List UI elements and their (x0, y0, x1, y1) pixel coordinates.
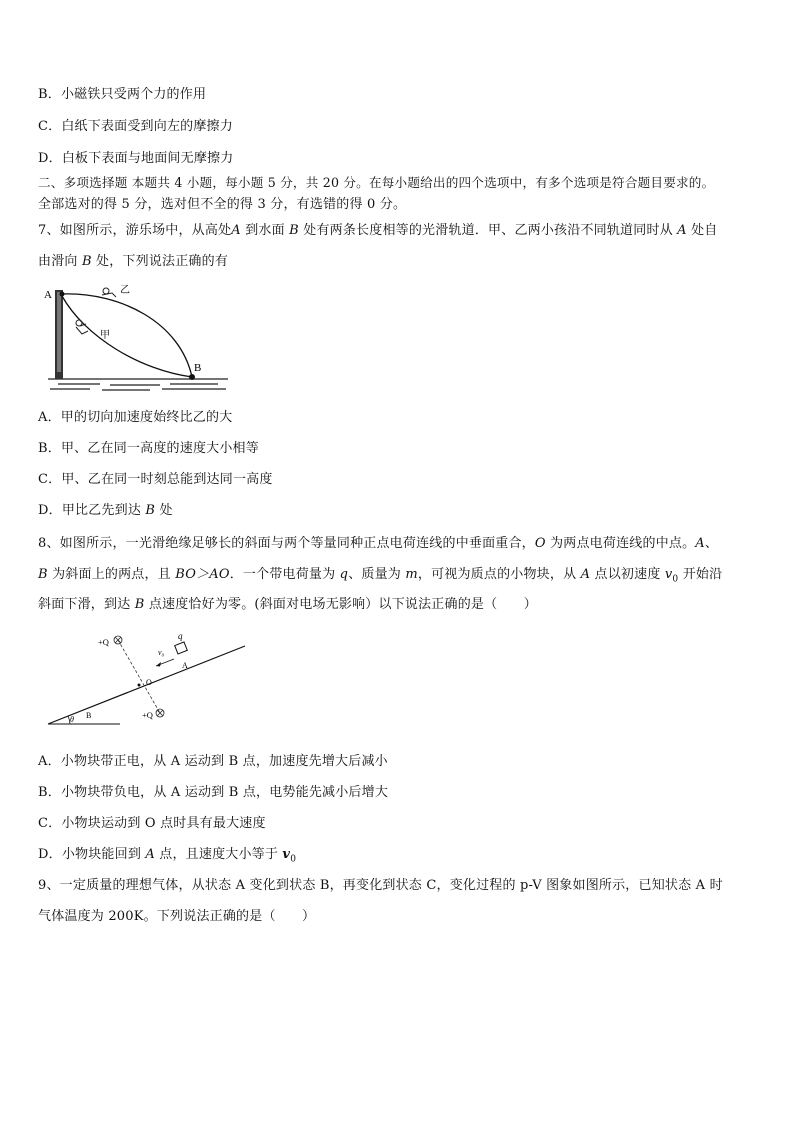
label-theta: θ (70, 715, 74, 724)
q9-stem-line1: 9、一定质量的理想气体，从状态 A 变化到状态 B，再变化到状态 C，变化过程的 p-V 图象如图所示，已知状态 A 时 (38, 878, 723, 893)
q8-stem-line3: 斜面下滑，到达 B 点速度恰好为零。(斜面对电场无影响）以下说法正确的是（ ） (38, 597, 537, 612)
q9-stem-line2: 气体温度为 200K。下列说法正确的是（ ） (38, 909, 316, 924)
charge-bottom-icon (156, 709, 164, 717)
label-plus-q-top: +Q (98, 637, 109, 647)
label-a: A (44, 289, 52, 301)
point-b (189, 374, 195, 380)
charge-top-icon (114, 636, 122, 644)
point-o (138, 684, 141, 687)
q7-stem-line1: 7、如图所示，游乐场中，从高处A 到水面 B 处有两条长度相等的光滑轨道．甲、乙两小孩沿不同轨道同时从 A 处自 (38, 223, 718, 238)
label-q: q (178, 631, 183, 641)
point-a (60, 292, 65, 297)
q8-option-a: A．小物块带正电，从 A 运动到 B 点，加速度先增大后减小 (38, 754, 388, 769)
track-yi (62, 294, 192, 377)
q6-option-b: B．小磁铁只受两个力的作用 (38, 87, 207, 102)
label-a: A (182, 661, 188, 670)
label-jia: 甲 (100, 330, 110, 341)
label-b: B (194, 362, 202, 374)
q7-option-b: B．甲、乙在同一高度的速度大小相等 (38, 441, 259, 456)
q6-option-d: D．白板下表面与地面间无摩擦力 (38, 151, 234, 166)
label-v0: v₀ (158, 648, 165, 657)
section2-instructions-line1: 二、多项选择题 本题共 4 小题，每小题 5 分，共 20 分。在每小题给出的四个选项中，有多个选项是符合题目要求的。 (38, 175, 715, 190)
label-o: O (146, 678, 152, 687)
q8-option-c: C．小物块运动到 O 点时具有最大速度 (38, 816, 266, 831)
q8-incline-figure (40, 628, 270, 733)
q8-stem-line2: B 为斜面上的两点，且 BO＞AO．一个带电荷量为 q、质量为 m，可视为质点的小物块，从 A 点以初速度 $v_0$ 开始沿 (38, 567, 723, 585)
water-surface (48, 379, 228, 390)
q7-option-d: D．甲比乙先到达 B 处 (38, 503, 173, 518)
q8-option-d: D．小物块能回到 A 点，且速度大小等于 $v_0$ (38, 847, 297, 865)
q7-option-c: C．甲、乙在同一时刻总能到达同一高度 (38, 472, 273, 487)
q7-slide-figure (40, 282, 240, 397)
child-yi-icon (102, 288, 116, 297)
label-b: B (86, 711, 92, 720)
section2-instructions-line2: 全部选对的得 5 分，选对但不全的得 3 分，有选错的得 0 分。 (38, 197, 407, 212)
q8-stem-line1: 8、如图所示，一光滑绝缘足够长的斜面与两个等量同种正点电荷连线的中垂面重合，O 为两点电荷连线的中点。A、 (38, 536, 719, 551)
q7-option-a: A．甲的切向加速度始终比乙的大 (38, 410, 233, 425)
q7-stem-line2: 由滑向 B 处，下列说法正确的有 (38, 254, 229, 269)
label-yi: 乙 (120, 285, 130, 296)
label-plus-q-bottom: +Q (142, 710, 153, 720)
q8-option-b: B．小物块带负电，从 A 运动到 B 点，电势能先减小后增大 (38, 785, 389, 800)
charges-connector (118, 640, 160, 713)
block (175, 642, 188, 654)
q6-option-c: C．白纸下表面受到向左的摩擦力 (38, 119, 233, 134)
